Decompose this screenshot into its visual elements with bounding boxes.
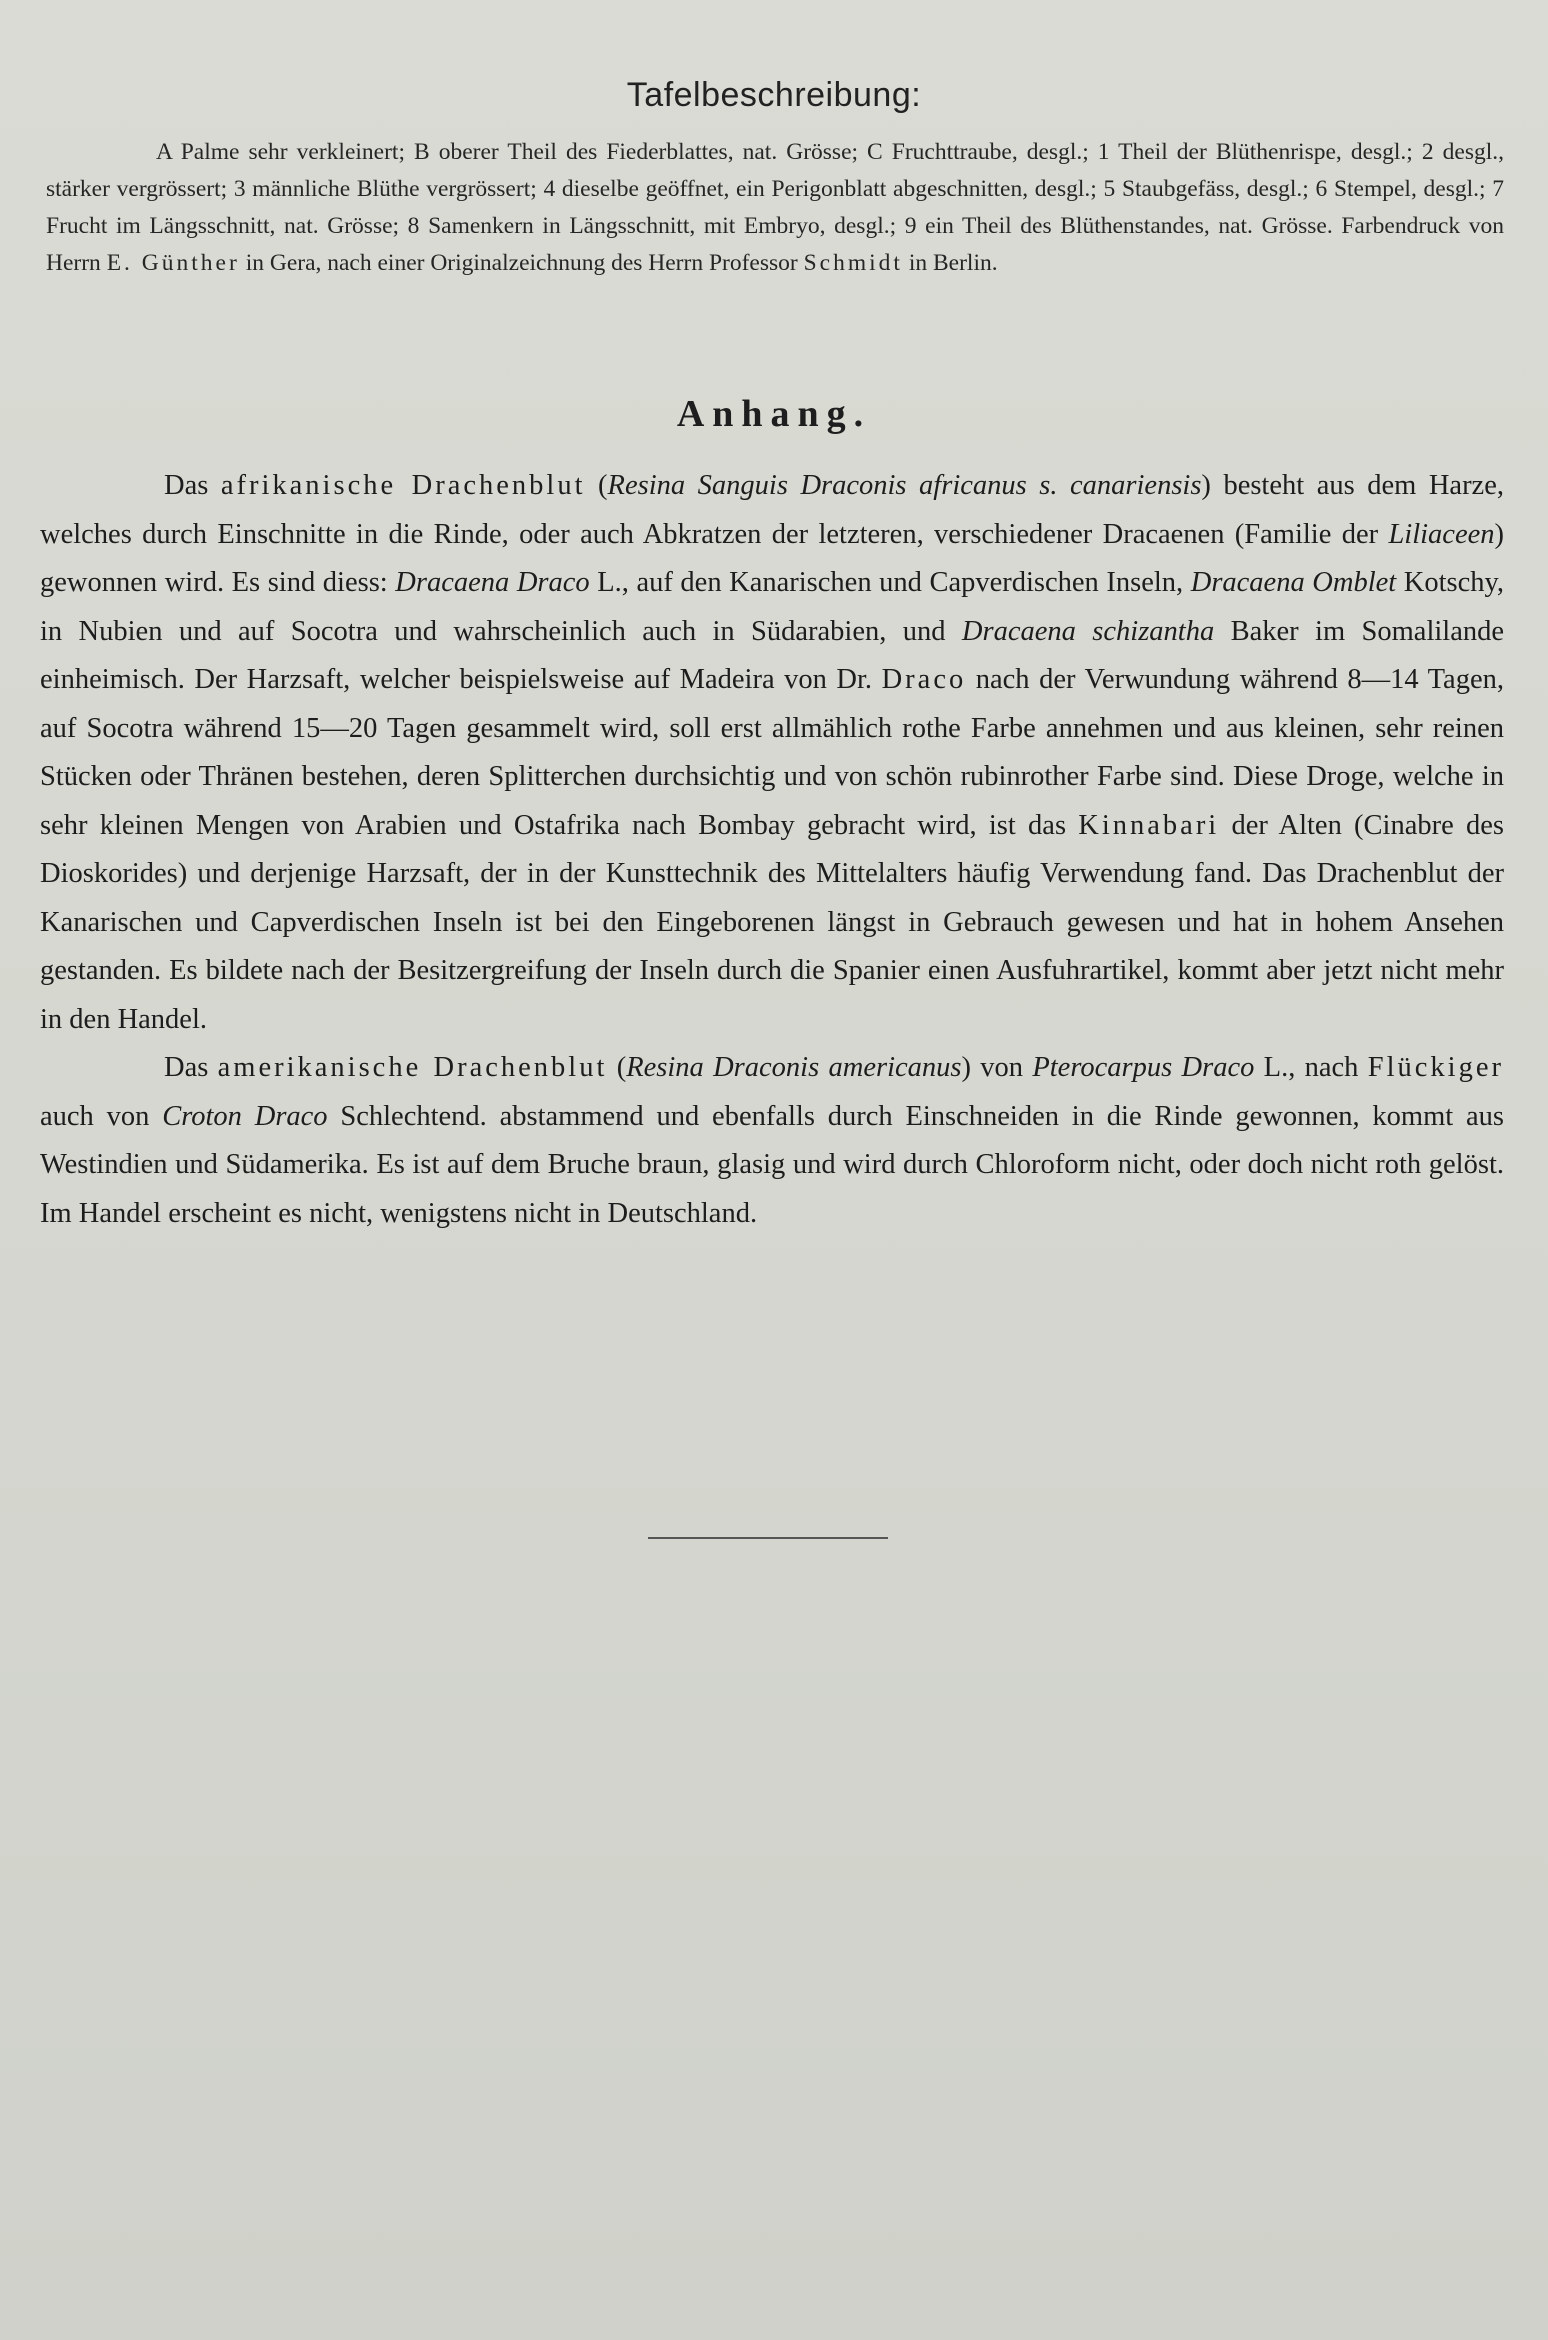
caption-text: in Gera, nach einer Originalzeichnung des Herrn Professor — [239, 250, 804, 276]
caption-text: in Berlin. — [902, 250, 998, 276]
italic-term: Dracaena Draco — [395, 567, 590, 598]
text-run: L., auf den Kanarischen und Capverdischen Inseln, — [589, 567, 1191, 598]
text-run: Schlechtend. abstammend und ebenfalls durch Einschneiden in die Rinde gewonnen, kommt aus Westindien und Südamerika. Es ist auf dem Bruche braun, glasig und wird durch Chloroform nicht, oder doch nicht roth gelöst. Im Handel erscheint es nicht, wenigstens nicht in Deutschland. — [40, 1100, 1504, 1229]
spaced-term: Draco — [881, 664, 967, 695]
plate-description-heading: Tafelbeschreibung: — [626, 76, 922, 114]
text-run: ( — [607, 1052, 627, 1083]
text-run: Baker im Somalilande einheimisch. Der Harzsaft, welcher beispielsweise auf Madeira von Dr. — [40, 615, 1505, 695]
text-run: Kotschy, in Nubien und auf Socotra und wahrscheinlich auch in Südarabien, und — [40, 567, 1505, 647]
caption-name-schmidt: Schmidt — [803, 250, 903, 276]
italic-term: Resina Sanguis Draconis africanus s. canariensis — [607, 470, 1202, 501]
italic-term: Dracaena Omblet — [1190, 567, 1397, 598]
paragraph-african-dragons-blood — [40, 462, 1504, 1044]
plate-description-text — [46, 134, 1504, 282]
appendix-body — [40, 462, 1504, 1238]
text-run: der Alten (Cinabre des Dioskorides) und derjenige Harzsaft, der in der Kunsttechnik des Mittelalters häufig Verwendung fand. Das Drachenblut der Kanarischen und Capverdischen Inseln ist bei den Eingeborenen längst in Gebrauch gewesen und hat in hohem Ansehen gestanden. Es bildete nach der Besitzergreifung der Inseln durch die Spanier einen Ausfuhrartikel, kommt aber jetzt nicht mehr in den Handel. — [40, 809, 1504, 1035]
spaced-term: amerikanische Drachenblut — [217, 1052, 608, 1083]
text-run: ) von — [961, 1052, 1033, 1083]
text-run: Das — [164, 1052, 218, 1083]
text-run: ( — [585, 470, 608, 501]
italic-term: Dracaena schizantha — [961, 615, 1215, 647]
italic-term: Pterocarpus Draco — [1032, 1052, 1255, 1083]
text-run: Das — [164, 470, 221, 501]
text-run: nach der Verwundung während 8—14 Tagen, auf Socotra während 15—20 Tagen gesammelt wird, soll erst allmählich rothe Farbe annehmen und aus kleinen, sehr reinen Stücken oder Thränen bestehen, deren Splitterchen durchsichtig und von schön rubinrother Farbe sind. Diese Droge, welche in sehr kleinen Mengen von Arabien und Ostafrika nach Bombay gebracht wird, ist das — [40, 664, 1504, 841]
text-run: L., nach — [1254, 1052, 1368, 1083]
spaced-term: afrikanische Drachenblut — [220, 470, 586, 501]
text-run: auch von — [40, 1100, 163, 1132]
paragraph-american-dragons-blood — [40, 1044, 1504, 1238]
section-divider — [648, 1537, 888, 1539]
spaced-term: Kinnabari — [1078, 809, 1220, 841]
caption-text: A Palme sehr verkleinert; B oberer Theil des Fiederblattes, nat. Grösse; C Fruchttraube, desgl.; 1 Theil der Blüthenrispe, desgl.; 2 desgl., stärker vergrössert; 3 männliche Blüthe vergrössert; 4 dieselbe geöffnet, ein Perigonblatt abgeschnitten, desgl.; 5 Staubgefäss, desgl.; 6 Stempel, desgl.; 7 Frucht im Längsschnitt, nat. Grösse; 8 Samenkern in Längsschnitt, mit Embryo, desgl.; 9 ein Theil des Blüthenstandes, nat. Grösse. Farbendruck von Herrn — [46, 139, 1504, 276]
spaced-term: Flückiger — [1367, 1052, 1504, 1083]
appendix-heading: Anhang. — [676, 393, 872, 435]
italic-term: Croton Draco — [162, 1100, 328, 1132]
caption-name-guenther: E. Günther — [106, 250, 240, 276]
italic-term: Liliaceen — [1388, 518, 1495, 550]
italic-term: Resina Draconis americanus — [626, 1052, 962, 1083]
text-run: ) besteht aus dem Harze, welches durch Einschnitte in die Rinde, oder auch Abkratzen der letzteren, verschiedener Dracaenen (Familie der — [40, 470, 1504, 550]
text-run: ) gewonnen wird. Es sind diess: — [40, 518, 1504, 598]
